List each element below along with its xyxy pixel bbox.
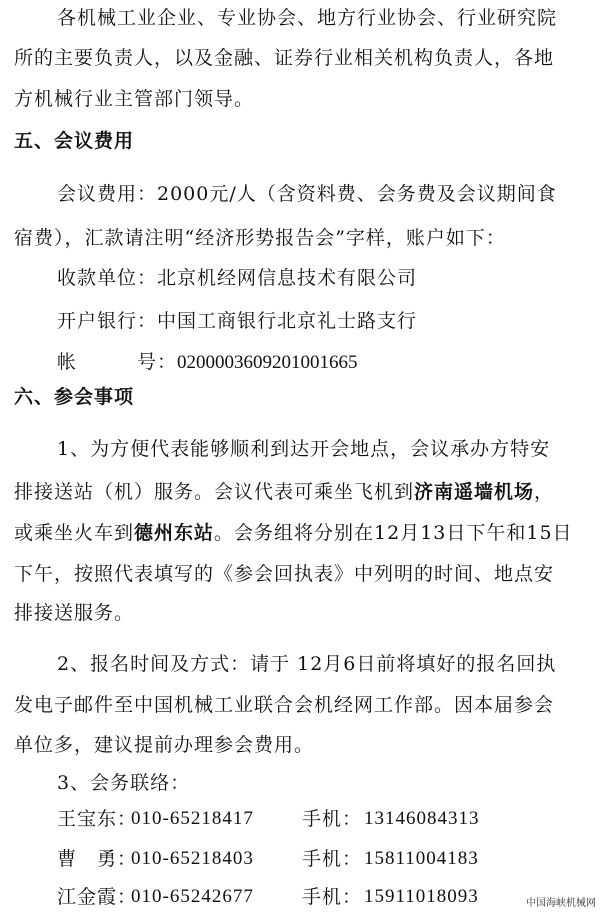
item1-line-4: 下午，按照代表填写的《参会回执表》中列明的时间、地点安 bbox=[14, 563, 555, 585]
contact-phone: 010-65218403 bbox=[131, 848, 254, 869]
contact-mobile-label: 手机： bbox=[302, 886, 363, 908]
contact-phone: 010-65218417 bbox=[131, 808, 254, 829]
contact-name: 江金霞： bbox=[57, 886, 138, 908]
item1-line-1: 1、为方便代表能够顺利到达开会地点，会议承办方特安 bbox=[57, 438, 551, 460]
contact-name: 王宝东： bbox=[57, 808, 138, 830]
fee-line-1: 会议费用：2000元/人（含资料费、会务费及会议期间食 bbox=[57, 183, 557, 205]
item3-heading: 3、会务联络： bbox=[57, 772, 191, 794]
section-6-heading: 六、参会事项 bbox=[14, 386, 135, 408]
account-line bbox=[57, 350, 358, 375]
account-number: 0200003609201001665 bbox=[177, 352, 358, 373]
payee-line: 收款单位：北京机经网信息技术有限公司 bbox=[57, 267, 418, 289]
intro-line-1: 各机械工业企业、专业协会、地方行业协会、行业研究院 bbox=[57, 7, 558, 29]
account-label-1: 帐 bbox=[57, 351, 78, 373]
fee-line-2: 宿费），汇款请注明“经济形势报告会”字样，账户如下： bbox=[14, 227, 506, 249]
contact-mobile-label: 手机： bbox=[302, 808, 363, 830]
site-watermark: 中国海峡机械网 bbox=[526, 898, 596, 909]
station-name: 德州东站 bbox=[134, 522, 215, 544]
contact-mobile-label: 手机： bbox=[302, 848, 363, 870]
item1-line-2-pre: 排接送站（机）服务。会议代表可乘坐飞机到 bbox=[14, 481, 415, 503]
item1-line-3-post: 。会务组将分别在12月13日下午和15日 bbox=[214, 522, 573, 544]
item2-line-1: 2、报名时间及方式：请于 12月6日前将填好的报名回执 bbox=[57, 653, 557, 675]
account-label-2: 号： bbox=[137, 351, 178, 373]
item1-line-3-pre: 或乘坐火车到 bbox=[14, 522, 135, 544]
intro-line-3: 方机械行业主管部门领导。 bbox=[14, 88, 255, 110]
item2-line-3: 单位多，建议提前办理参会费用。 bbox=[14, 734, 315, 756]
contact-mobile: 15911018093 bbox=[364, 886, 479, 907]
airport-name: 济南遥墙机场 bbox=[414, 481, 535, 503]
item2-line-2: 发电子邮件至中国机械工业联合会机经网工作部。因本届参会 bbox=[14, 694, 555, 716]
item1-line-5: 排接送服务。 bbox=[14, 602, 135, 624]
contact-mobile: 15811004183 bbox=[364, 848, 479, 869]
bank-line: 开户银行：中国工商银行北京礼士路支行 bbox=[57, 310, 418, 332]
section-5-heading: 五、会议费用 bbox=[14, 130, 135, 152]
contact-phone: 010-65242677 bbox=[131, 886, 254, 907]
item1-line-2-post: ， bbox=[534, 481, 555, 503]
contact-mobile: 13146084313 bbox=[364, 808, 480, 829]
item1-line-2 bbox=[14, 480, 554, 504]
contact-name: 曹 勇： bbox=[57, 848, 138, 870]
intro-line-2: 所的主要负责人，以及金融、证券行业相关机构负责人，各地 bbox=[14, 47, 555, 69]
item1-line-3 bbox=[14, 521, 573, 545]
